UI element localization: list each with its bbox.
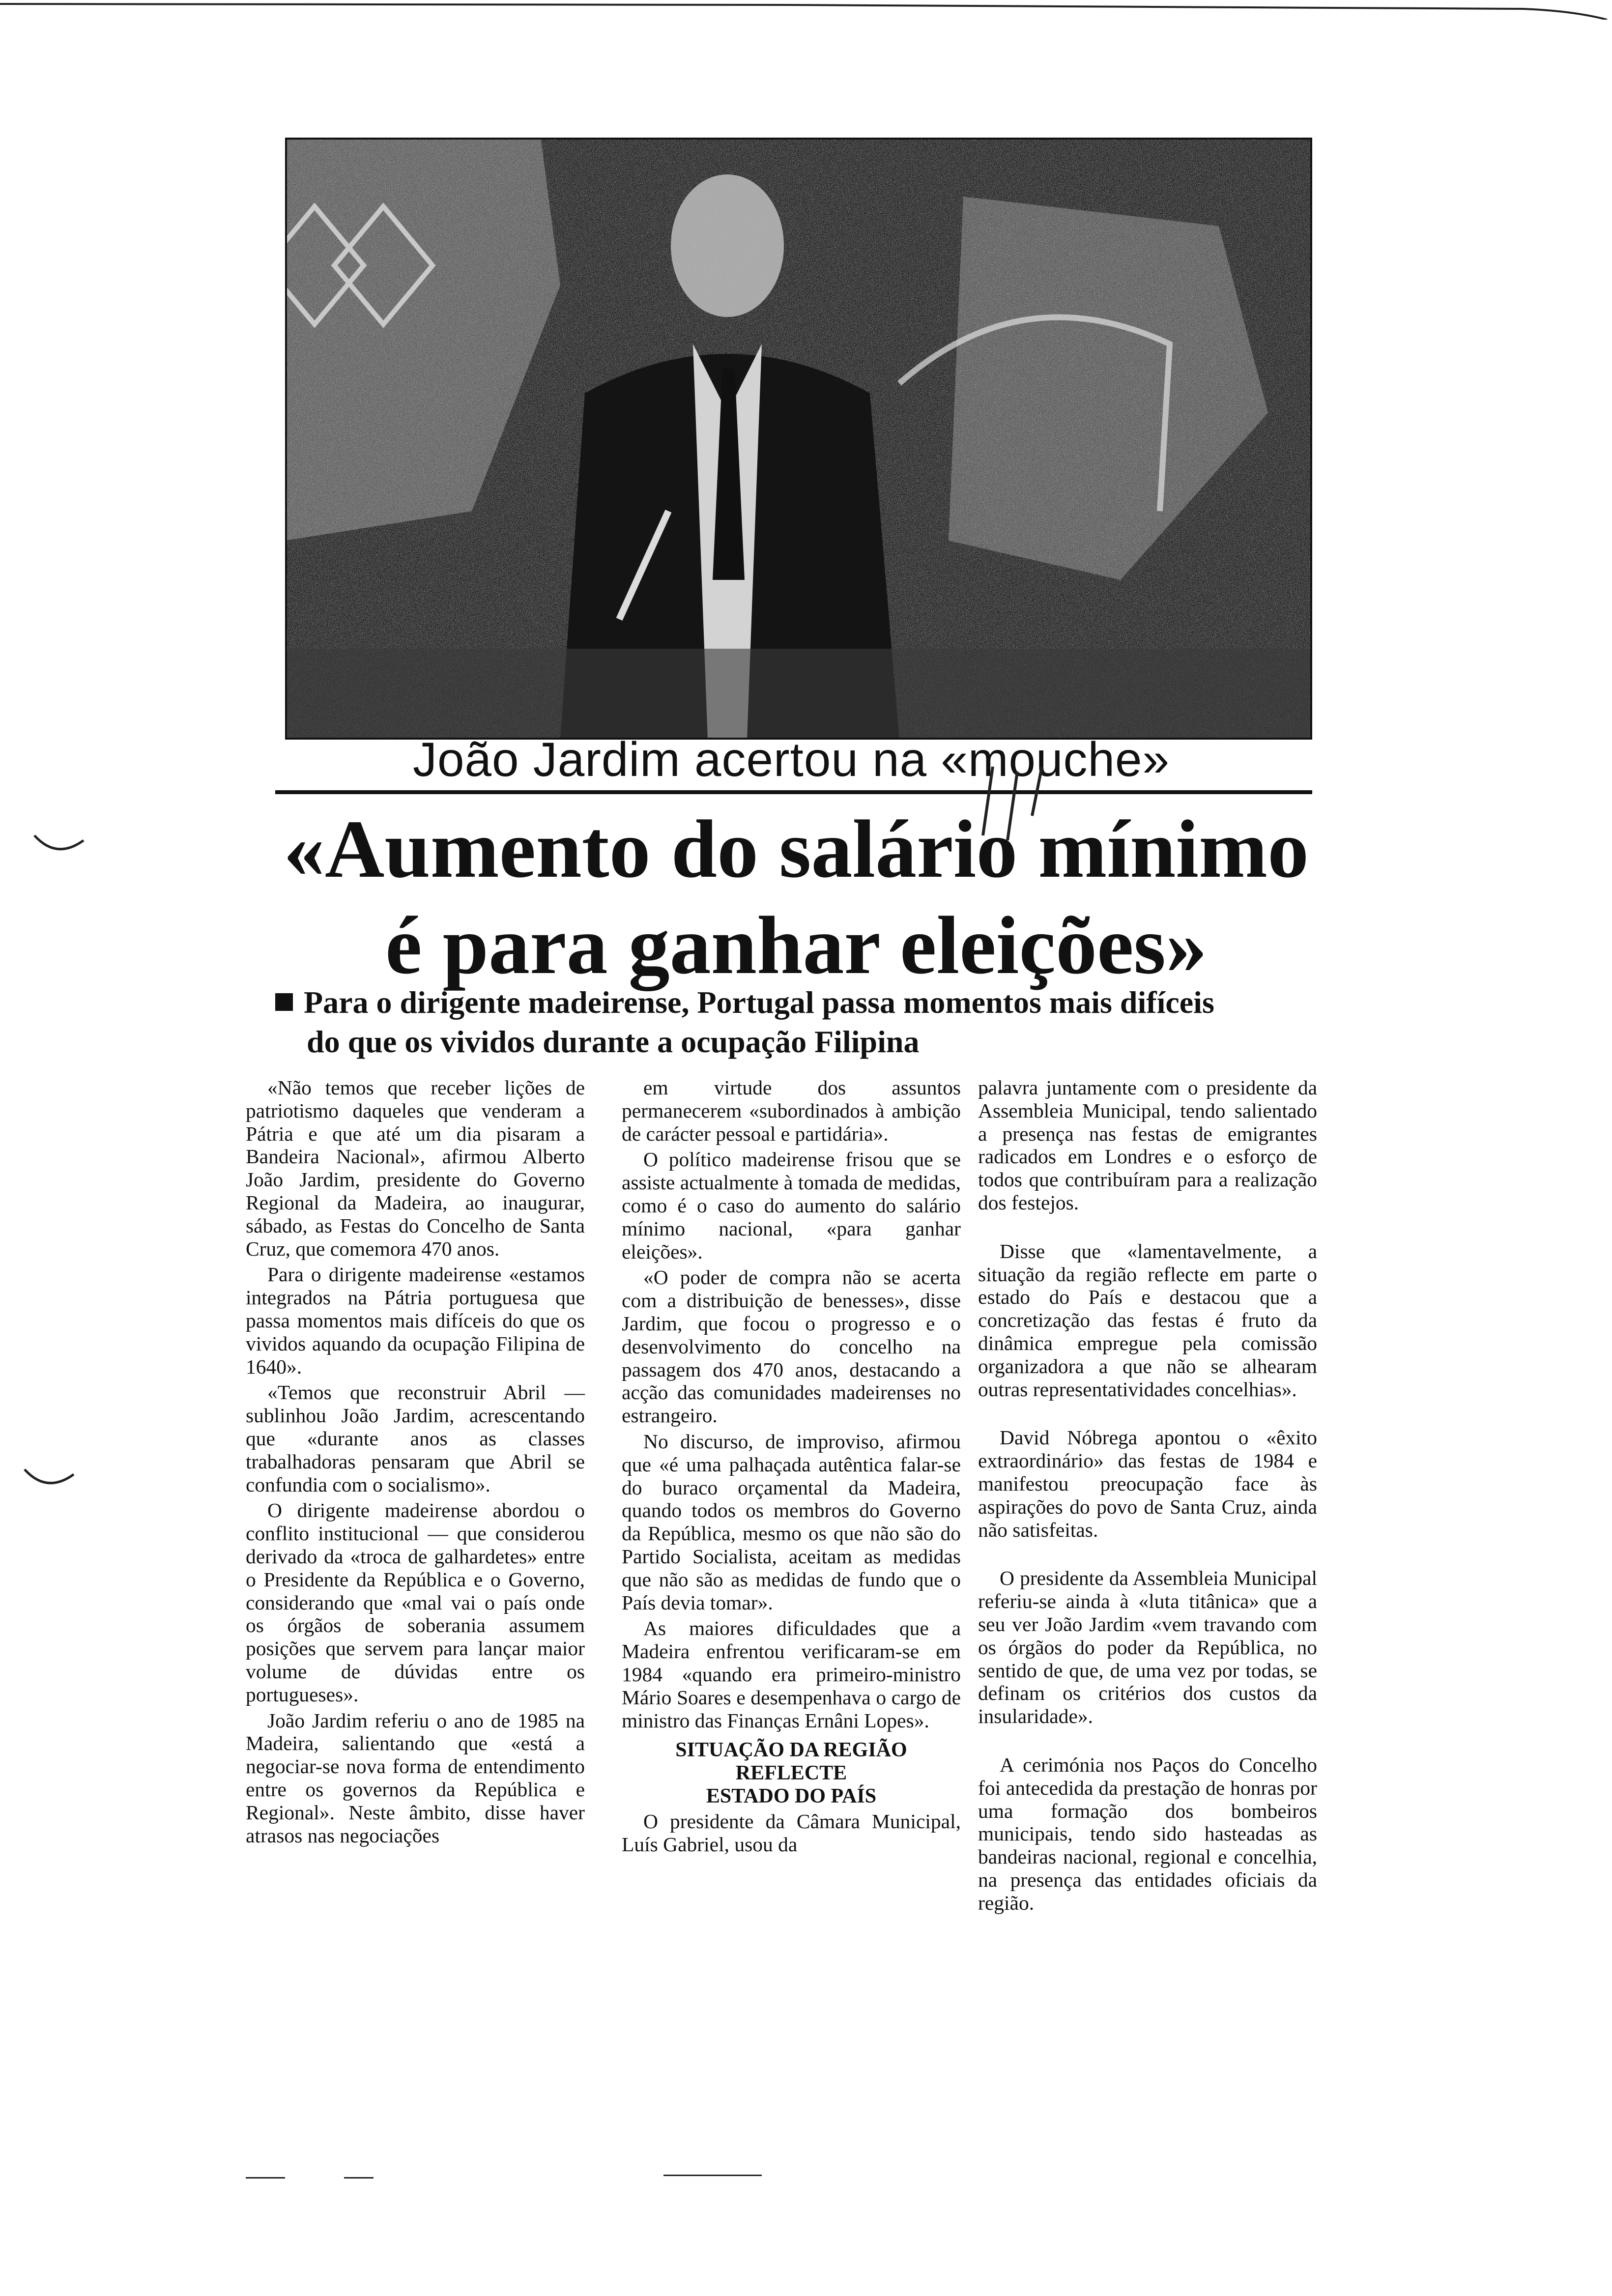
handwritten-mark: [978, 762, 1076, 845]
paragraph: «O poder de compra não se acerta com a distribuição de benesses», disse Jardim, que focou o progresso e o desenvolvimento do concelho na passagem dos 470 anos, destacando a acção das comunidades madeirenses no estrangeiro.: [622, 1266, 961, 1427]
paragraph: João Jardim referiu o ano de 1985 na Madeira, salientando que «está a negociar-se nova forma de entendimento entre os governos da República e Regional». Neste âmbito, disse haver atrasos nas negociações: [246, 1709, 585, 1847]
paragraph: As maiores dificuldades que a Madeira enfrentou verificaram-se em 1984 «quando era primeiro-ministro Mário Soares e desempenhava o cargo de ministro das Finanças Ernâni Lopes».: [622, 1617, 961, 1732]
paragraph: O político madeirense frisou que se assiste actualmente à tomada de medidas, como é o caso do aumento do salário mínimo nacional, «para ganhar eleições».: [622, 1148, 961, 1263]
paragraph: Disse que «lamentavelmente, a situação da região reflecte em parte o estado do País e destacou que a concretização das festas é fruto da dinâmica empregue pela comissão organizadora a que não se alhearam outras representatividades concelhias».: [978, 1239, 1317, 1401]
article-photo: [285, 138, 1312, 740]
kicker: João Jardim acertou na «mouche»: [413, 732, 1170, 786]
end-rule: [344, 2177, 374, 2179]
headline: [256, 801, 1337, 994]
paragraph: O presidente da Câmara Municipal, Luís Gabriel, usou da: [622, 1810, 961, 1856]
deck-line-2: do que os vividos durante a ocupação Filipina: [307, 1024, 920, 1059]
end-rule: [246, 2177, 285, 2179]
paragraph: O dirigente madeirense abordou o conflito institucional — que considerou derivado da «troca de galhardetes» entre o Presidente da República e o Governo, considerando que «mal vai o país onde os órgãos de soberania assumem posições que servem para lançar maior volume de dúvidas entre os portugueses».: [246, 1499, 585, 1706]
punch-hole-mark: [29, 831, 88, 860]
square-bullet-icon: [275, 993, 293, 1011]
paragraph: A cerimónia nos Paços do Concelho foi antecedida da prestação de honras por uma formação dos bombeiros municipais, tendo sido hasteadas as bandeiras nacional, regional e concelhia, na presença das entidades oficiais da região.: [978, 1753, 1317, 1914]
column-2: [622, 1076, 961, 1859]
punch-hole-mark: [20, 1464, 79, 1494]
scan-top-edge: [0, 0, 1612, 20]
deck-line-1: Para o dirigente madeirense, Portugal passa momentos mais difíceis: [275, 983, 1307, 1022]
paragraph: No discurso, de improviso, afirmou que «é uma palhaçada autêntica falar-se do buraco orçamental da Madeira, quando todos os membros do Governo da República, mesmo os que não são do Partido Socialista, aceitam as medidas que não são as medidas de fundo que o País devia tomar».: [622, 1430, 961, 1614]
paragraph: Para o dirigente madeirense «estamos integrados na Pátria portuguesa que passa momentos mais difíceis do que os vividos aquando da ocupação Filipina de 1640».: [246, 1263, 585, 1378]
column-1: [246, 1076, 585, 1850]
deck: [275, 983, 1307, 1062]
paragraph: em virtude dos assuntos permanecerem «subordinados à ambição de carácter pessoal e partidária».: [622, 1076, 961, 1145]
headline-line-1: «Aumento do salário mínimo: [283, 804, 1309, 895]
headline-line-2: é para ganhar eleições»: [385, 900, 1207, 991]
paragraph: David Nóbrega apontou o «êxito extraordinário» das festas de 1984 e manifestou preocupação face às aspirações do povo de Santa Cruz, ainda não satisfeitas.: [978, 1426, 1317, 1541]
paragraph: «Temos que reconstruir Abril — sublinhou João Jardim, acrescentando que «durante anos as classes trabalhadoras pensaram que Abril se confundia com o socialismo».: [246, 1381, 585, 1496]
kicker-rule: [275, 790, 1312, 794]
paragraph: O presidente da Assembleia Municipal referiu-se ainda à «luta titânica» que a seu ver João Jardim «vem travando com os órgãos do poder da República, no sentido de que, de uma vez por todas, se definam os critérios dos custos da insularidade».: [978, 1567, 1317, 1728]
paragraph: «Não temos que receber lições de patriotismo daqueles que venderam a Pátria e que até um dia pisaram a Bandeira Nacional», afirmou Alberto João Jardim, presidente do Governo Regional da Madeira, ao inaugurar, sábado, as Festas do Concelho de Santa Cruz, que comemora 470 anos.: [246, 1076, 585, 1260]
column-3: [978, 1076, 1317, 1918]
end-rule: [663, 2175, 762, 2176]
paragraph: palavra juntamente com o presidente da Assembleia Municipal, tendo salientado a presença nas festas de emigrantes radicados em Londres e o esforço de todos que contribuíram para a realização dos festejos.: [978, 1076, 1317, 1214]
subheading: SITUAÇÃO DA REGIÃO REFLECTE ESTADO DO PAÍS: [675, 1739, 907, 1808]
